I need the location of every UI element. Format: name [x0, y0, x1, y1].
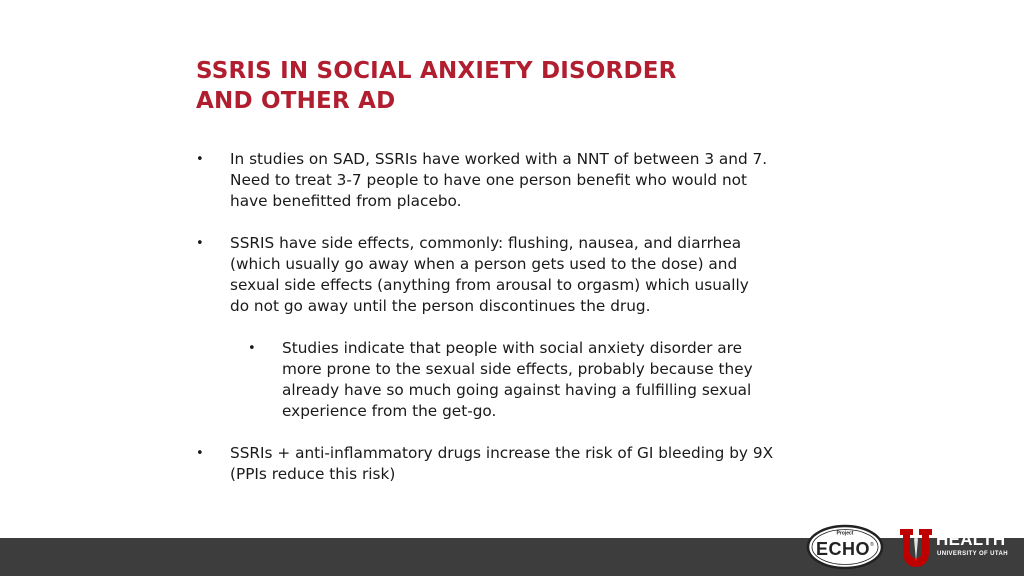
bullet-line: Studies indicate that people with social anxiety disorder are	[282, 339, 743, 357]
bullet-line: do not go away until the person discontinues the drug.	[230, 297, 651, 315]
title-line-2: AND OTHER AD	[196, 88, 396, 114]
title-line-1: SSRIS IN SOCIAL ANXIETY DISORDER	[196, 58, 677, 84]
echo-mark: ®	[870, 542, 874, 548]
bullet-line: experience from the get-go.	[282, 402, 497, 420]
bullet-item	[196, 443, 836, 485]
bullet-item	[196, 233, 836, 317]
bullet-marker: •	[248, 341, 256, 356]
bullet-line: already have so much going against having a fulfilling sexual	[282, 381, 752, 399]
bullet-line: sexual side effects (anything from arousal to orgasm) which usually	[230, 276, 749, 294]
echo-main-text: ECHO	[815, 539, 871, 559]
bullet-line: more prone to the sexual side effects, probably because they	[282, 360, 753, 378]
bullet-list	[196, 149, 836, 485]
uofu-sub-text: UNIVERSITY OF UTAH	[937, 551, 1008, 557]
bullet-line: In studies on SAD, SSRIs have worked with a NNT of between 3 and 7.	[230, 150, 768, 168]
bullet-line: have benefitted from placebo.	[230, 192, 462, 210]
bullet-item	[196, 149, 836, 212]
bullet-line: (which usually go away when a person gets used to the dose) and	[230, 255, 738, 273]
bullet-marker: •	[196, 446, 204, 461]
uofu-main-text: HEALTH	[936, 530, 1006, 549]
university-of-utah-health-logo	[898, 526, 1022, 570]
block-u-icon	[898, 527, 934, 569]
bullet-line: (PPIs reduce this risk)	[230, 465, 396, 483]
bullet-line: SSRIS have side effects, commonly: flushing, nausea, and diarrhea	[230, 234, 742, 252]
bullet-marker: •	[196, 152, 204, 167]
sub-bullet-item	[196, 338, 834, 422]
bullet-marker: •	[196, 236, 204, 251]
bullet-line: SSRIs + anti-inflammatory drugs increase the risk of GI bleeding by 9X	[230, 444, 774, 462]
echo-small-text: Project	[836, 530, 854, 537]
project-echo-logo	[806, 524, 884, 570]
bullet-line: Need to treat 3-7 people to have one person benefit who would not	[230, 171, 748, 189]
slide-title	[196, 56, 896, 116]
